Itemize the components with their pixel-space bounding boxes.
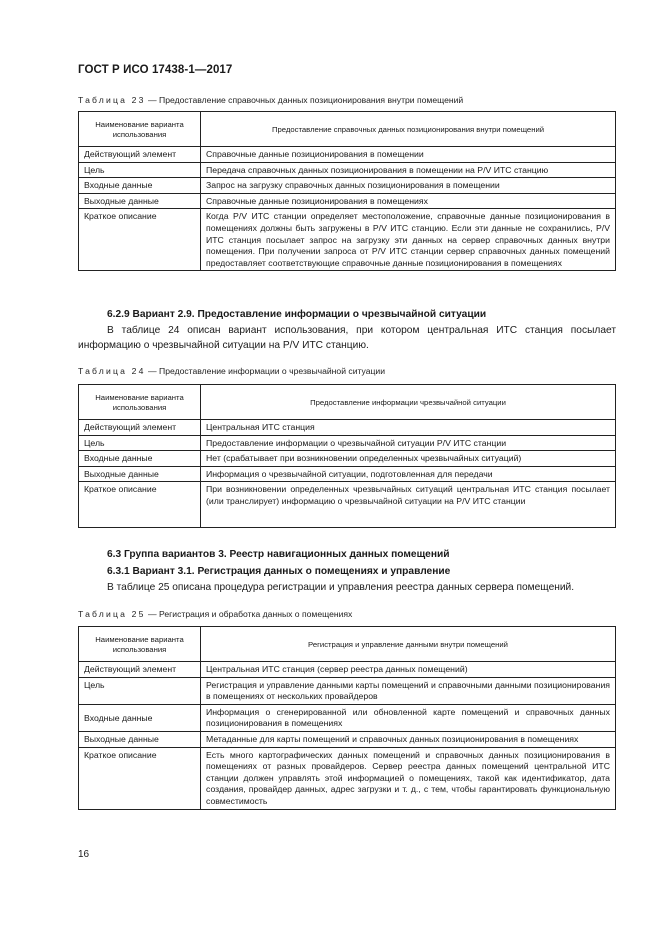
row-value: Метаданные для карты помещений и справочных данных позиционирования в помещениях: [201, 731, 616, 747]
row-label: Выходные данные: [79, 193, 201, 209]
row-value: Когда P/V ИТС станции определяет местоположение, справочные данные позиционирования в помещениях должны быть загружены в P/V ИТС станцию. Если эти данные не сохранились, P/V ИТС станция посылает запрос на загрузку эти данных на сервер справочных данных внутри помещения. При получении запроса от P/V ИТС станции сервер справочных данных помещений предоставляет соответствующие справочные данные позиционирования в помещениях: [201, 209, 616, 271]
table-header-cell: Предоставление справочных данных позиционирования внутри помещений: [201, 112, 616, 147]
table-row: [79, 435, 616, 451]
row-label: Действующий элемент: [79, 662, 201, 678]
row-label: Краткое описание: [79, 747, 201, 809]
row-label: Действующий элемент: [79, 147, 201, 163]
table-23-caption-text: — Предоставление справочных данных позиционирования внутри помещений: [145, 95, 464, 105]
row-label: Краткое описание: [79, 482, 201, 528]
table-row: [79, 482, 616, 528]
row-value: Предоставление информации о чрезвычайной ситуации P/V ИТС станции: [201, 435, 616, 451]
table-header-cell: Наименование варианта использования: [79, 112, 201, 147]
table-24-caption-prefix: Таблица 24: [78, 366, 146, 376]
table-header-cell: Предоставление информации чрезвычайной ситуации: [201, 385, 616, 420]
row-label: Краткое описание: [79, 209, 201, 271]
table-25-caption: [78, 609, 352, 619]
table-header-cell: Регистрация и управление данными внутри помещений: [201, 627, 616, 662]
table-25: [78, 626, 616, 810]
table-row: [79, 420, 616, 436]
row-label: Входные данные: [79, 178, 201, 194]
row-value: Центральная ИТС станция: [201, 420, 616, 436]
table-24-caption-text: — Предоставление информации о чрезвычайной ситуации: [145, 366, 386, 376]
table-header-row: [79, 385, 616, 420]
section-6-3-1-paragraph: В таблице 25 описана процедура регистрации и управления реестра данных сервера помещений.: [107, 582, 575, 593]
table-row: [79, 147, 616, 163]
table-row: [79, 178, 616, 194]
section-6-3-1-heading: 6.3.1 Вариант 3.1. Регистрация данных о помещениях и управление: [107, 566, 451, 577]
row-label: Выходные данные: [79, 466, 201, 482]
table-row: [79, 731, 616, 747]
section-6-2-9-paragraph: В таблице 24 описан вариант использования, при котором центральная ИТС станция посылает информацию о чрезвычайной ситуации на P/V ИТС станцию.: [78, 325, 616, 351]
row-value: Информация о сгенерированной или обновленной карте помещений и справочных данных позиционирования в помещениях: [201, 704, 616, 731]
table-row: [79, 162, 616, 178]
table-23-caption-prefix: Таблица 23: [78, 95, 146, 105]
row-label: Действующий элемент: [79, 420, 201, 436]
table-24: [78, 384, 616, 528]
table-row: [79, 451, 616, 467]
table-23-caption: [78, 95, 463, 105]
row-value: Центральная ИТС станция (сервер реестра данных помещений): [201, 662, 616, 678]
page-number: 16: [78, 849, 90, 860]
table-23: [78, 111, 616, 271]
row-value: Есть много картографических данных помещений и справочных данных позиционирования в помещениях от разных провайдеров. Сервер реестра данных помещений центральной ИТС станции должен управлять этой информацией о помещениях, такой как идентификатор, дата создания, провайдер данных, адрес загрузки и т. д., с тем, чтобы гарантировать функциональную совместимость: [201, 747, 616, 809]
section-6-2-9-heading: 6.2.9 Вариант 2.9. Предоставление информации о чрезвычайной ситуации: [107, 309, 487, 320]
table-25-caption-text: — Регистрация и обработка данных о помещениях: [145, 609, 353, 619]
row-label: Выходные данные: [79, 731, 201, 747]
document-header: ГОСТ Р ИСО 17438-1—2017: [78, 64, 233, 76]
table-row: [79, 747, 616, 809]
row-value: Справочные данные позиционирования в помещениях: [201, 193, 616, 209]
table-header-cell: Наименование варианта использования: [79, 385, 201, 420]
table-row: [79, 209, 616, 271]
table-row: [79, 662, 616, 678]
row-value: Справочные данные позиционирования в помещении: [201, 147, 616, 163]
table-row: [79, 677, 616, 704]
row-label: Цель: [79, 677, 201, 704]
row-label: Цель: [79, 435, 201, 451]
section-6-3-heading: 6.3 Группа вариантов 3. Реестр навигационных данных помещений: [107, 549, 450, 560]
row-value: Запрос на загрузку справочных данных позиционирования в помещении: [201, 178, 616, 194]
row-label: Цель: [79, 162, 201, 178]
table-row: [79, 466, 616, 482]
table-24-caption: [78, 366, 385, 376]
row-label: Входные данные: [79, 704, 201, 731]
row-label: Входные данные: [79, 451, 201, 467]
table-header-row: [79, 112, 616, 147]
table-25-caption-prefix: Таблица 25: [78, 609, 146, 619]
row-value: Передача справочных данных позиционирования в помещении на P/V ИТС станцию: [201, 162, 616, 178]
table-row: [79, 193, 616, 209]
row-value: При возникновении определенных чрезвычайных ситуаций центральная ИТС станция посылает (или транслирует) информацию о чрезвычайной ситуации на P/V ИТС станции: [201, 482, 616, 528]
row-value: Регистрация и управление данными карты помещений и справочными данными позиционирования в помещениях от нескольких провайдеров: [201, 677, 616, 704]
table-header-cell: Наименование варианта использования: [79, 627, 201, 662]
row-value: Информация о чрезвычайной ситуации, подготовленная для передачи: [201, 466, 616, 482]
row-value: Нет (срабатывает при возникновении определенных чрезвычайных ситуаций): [201, 451, 616, 467]
table-header-row: [79, 627, 616, 662]
table-row: [79, 704, 616, 731]
